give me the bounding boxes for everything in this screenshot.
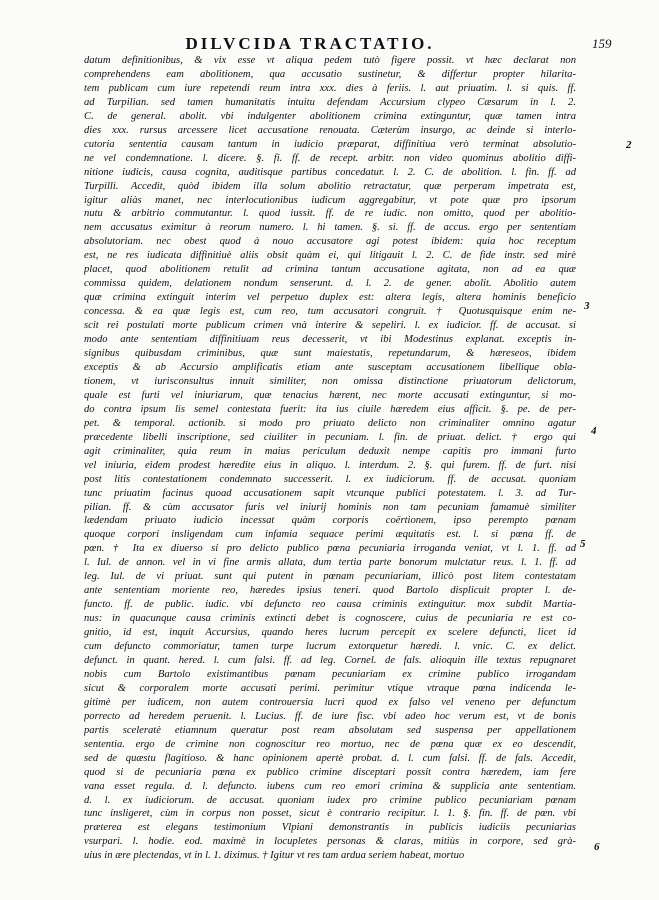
- text-line: defunct. in quant. hered. l. cum falsi. ff. ad leg. Cornel. de fals. alioquin ille textus repugnaret: [84, 654, 576, 666]
- text-line: commissa quidem, delationem nondum senserunt. d. l. 2. de gener. abolit. Abolitio autem: [84, 278, 576, 290]
- text-line: agit criminaliter, quia reum in maius periculum deduxit nempe capitis pro immani furto: [84, 445, 576, 457]
- text-line: partis sceleratè etiamnum queratur post ream absolutam sed suspensa per appellationem: [84, 724, 576, 736]
- text-line: ne vel condemnatione. l. dicere. §. fi. ff. de recept. arbitr. non video quominus abolitio diffi-: [84, 152, 576, 164]
- text-line: quale est furti vel iniuriarum, quæ tenacius hærent, nec morte accusati extinguntur, si mo-: [84, 389, 576, 401]
- text-line: exceptis & ab Accursio amplificatis etiam ante susceptam accusationem libellique obla-: [84, 361, 576, 373]
- text-line: quæ crimina extinguit interim vel perpetuo duplex est: altera legis, altera hominis beneficio: [84, 292, 576, 304]
- text-line: ante sententiam moriente reo, hæredes ipsius teneri. quod Bartolo displicuit propter l. de-: [84, 585, 576, 597]
- text-line: porrecto ad heredem peruenit. l. Lucius. ff. de iure fisc. vbi adeo hoc verum est, vt de bonis: [84, 710, 576, 722]
- text-line: pet. & temporal. actionib. si modo pro priuato delicto non criminaliter omnino agatur: [84, 417, 576, 429]
- page-number: 159: [592, 36, 612, 51]
- running-head: DILVCIDA TRACTATIO.: [185, 34, 435, 53]
- text-line: datum definitionibus, & vix esse vt aliqua pedem tutò figere possit. vt hæc declarat non: [84, 55, 576, 66]
- margin-note: 5: [580, 538, 586, 550]
- text-line: comprehendens eam abolitionem, qua accusatio sustinetur, & differtur propter hilarita-: [84, 68, 576, 80]
- text-line: placet, quod abolitionem retulit ad crimina tantum accusatione agitata, non ad ea quæ: [84, 264, 576, 276]
- text-line: nem accusatus eximitur à reorum numero. l. hi tamen. §. si. ff. de accus. ergo per sententiam: [84, 222, 576, 234]
- text-line: cum defuncto commoriatur, tamen turpe lucrum extorquetur hæredi. l. vnic. C. ex delict.: [84, 641, 576, 653]
- text-line: gnitio, id est, inquit Accursius, quando heres lucrum percepit ex scelere defuncti, licet id: [84, 627, 576, 639]
- text-line: præcedente libelli inscriptione, sed ciuiliter in pecuniam. l. fin. de priuat. delict. † ergo qui: [84, 431, 576, 443]
- text-line: scit rei postulati morte publicum crimen vnà interire & sepeliri. l. ex iudicior. ff. de accusat. si: [84, 320, 576, 332]
- text-line: functo. ff. de public. iudic. vbi defuncto reo causa criminis extinguitur. mox subdit Martia-: [84, 599, 576, 611]
- text-line: vel iniuria, eidem prodest hæredite eius in aliquo. l. interdum. 2. §. qui furem. ff. de furt. nisi: [84, 459, 576, 471]
- text-line: vsurpari. l. hodie. eod. maximè in locupletes personas & claras, mitiùs in corpore, sed grà-: [84, 836, 576, 848]
- text-line: nitione iudicis, causa cognita, auditisque partibus concedatur. l. 2. C. de abolition. l. fin. ff. ad: [84, 166, 576, 178]
- text-line: præterea est elegans testimonium Vlpiani demonstrantis in publicis iudiciis pecuniarias: [84, 822, 576, 834]
- text-line: dies xxx. rursus arcessere licet accusatione renouata. Cæterùm insurgo, ac deinde si interlo-: [84, 124, 576, 136]
- text-line: tem publicam cum iure repetendi reum intra xxx. dies à feriis. l. aut priuatim. l. si quis. ff.: [84, 82, 576, 94]
- text-line: tunc priuatim facinus quoad accusationem sapit vtcunque publici potestatem. l. 3. ad Tur-: [84, 487, 576, 499]
- text-line: uius in ære plectendas, vt in l. 1. diximus. † Igitur vt res tam ardua seriem habeat, mortuo: [84, 850, 465, 862]
- text-line: post litis contestationem condemnato successerit. l. ex iudiciorum. ff. de accusat. quoniam: [84, 473, 576, 485]
- text-line: Turpilli. Accedit, quòd ibidem illa solum abolitio retractatur, quæ perperam impetrata est,: [84, 180, 576, 192]
- text-line: nus: in quacunque causa criminis extincti debet is cognoscere, cuius de pecuniaria re est co-: [84, 613, 576, 625]
- margin-note: 4: [591, 425, 597, 437]
- text-line: d. l. ex iudiciorum. de accusat. quoniam iudex pro crimine publico pecuniariam pœnam: [84, 794, 576, 806]
- text-line: sententia. ergo de crimine non cognoscitur reo mortuo, nec de pœna quæ ex eo descendit,: [84, 738, 576, 750]
- text-line: tunc insligeret, cùm in corpus non posset, sicut è contrario recipitur. l. 1. §. fin. ff. de pœn. vbi: [84, 808, 576, 820]
- text-line: signibus quibusdam criminibus, quæ sunt maiestatis, repetundarum, & hæreseos, ibidem: [84, 348, 576, 360]
- text-line: sed de quæstu flagitioso. & hanc opinionem apertè probat. d. l. cum falsi. ff. de fals. Accedit,: [84, 752, 576, 764]
- text-line: absolutoriam. nec obest quod à nouo accusatore agi potest ibidem: quia hoc receptum: [84, 236, 576, 248]
- text-line: l. Iul. de annon. vel in vi fine armis allata, dum tertia parte bonorum mulctatur reus. l. 1. ff. ad: [84, 557, 576, 569]
- text-line: nobis cum Bartolo existimantibus pœnam pecuniariam ex crimine publico irrogandam: [84, 668, 576, 680]
- text-line: quoque corpori insligendam cum infamia sequace perimi æquitatis est. l. si pœna ff. de: [84, 529, 576, 541]
- text-line: pœn. † Ita ex diuerso si pro delicto publico pœna pecuniaria irroganda veniat, vt l. 1. ff. ad: [84, 543, 576, 555]
- margin-note: 3: [584, 300, 590, 312]
- text-line: ad Turpilian. sed tamen humanitatis intuitu defendam Accursium clypeo Cæsarum in l. 2.: [84, 96, 576, 108]
- text-line: do contra ipsum lis semel contestata fuerit: ita ius ciuile hæredem eius afficit. §. pe. de per-: [84, 403, 576, 415]
- text-line: C. de general. abolit. vbi indulgenter abolitionem crimina extinguntur, quæ tamen intra: [84, 110, 576, 122]
- margin-note: 6: [594, 841, 600, 853]
- text-line: cutoria sententia causam tantum in iudicio præparat, diffinitiua verò terminat absolutio-: [84, 138, 576, 150]
- text-line: igitur aliàs manet, nec interlocutionibus iudicum aggregabitur, vt pote quæ pro ipsorum: [84, 194, 576, 206]
- text-line: concessa. & ea quæ legis est, cum reo, tum accusatori congruit. † Quotusquisque enim ne-: [84, 306, 576, 318]
- text-line: vana esset regula. d. l. defuncto. iubens cum reo emori crimina & supplicia ante sententiam.: [84, 780, 576, 792]
- margin-note: 2: [626, 139, 632, 151]
- body-text-block: [84, 54, 576, 863]
- text-line: modo ante sententiam diffinitiuam reus decesserit, vt ibi Modestinus explanat. exceptis in-: [84, 334, 576, 346]
- text-line: leg. Iul. de vi priuat. sunt qui putent in pœnam pecuniariam, illicò post litem contestatam: [84, 571, 576, 583]
- text-line: quod si de pecuniaria pœna ex publico crimine disceptari possit contra hæredem, iam fere: [84, 766, 576, 778]
- text-line: pilian. ff. & cùm accusator furis vel iniurij hominis non tam pecuniam famamuè similiter: [84, 501, 576, 513]
- text-line: nutu & arbitrio commutantur. l. quod iussit. ff. de re iudic. non omitto, quod per abolitio-: [84, 208, 576, 220]
- text-line: gitimè per iudicem, non autem controuersia lucri quod ex falso vel veneno per defunctum: [84, 696, 576, 708]
- text-line: sicut & corporalem morte accusati perimi. perimitur vtique vtraque pœna indicenda le-: [84, 682, 576, 694]
- text-line: lædendam priuato iudicio incessat quàm corporis coërtionem, ipso perempto pœnam: [84, 515, 576, 527]
- text-line: tionem, vt iurisconsultus innuit similiter, non omissa distinctione priuatorum delictorum,: [84, 375, 576, 387]
- text-line: est, ne res iudicata diffinitiuè aliis obsit quàm ei, qui litigauit l. 2. C. de fide instr. sed mirè: [84, 250, 576, 262]
